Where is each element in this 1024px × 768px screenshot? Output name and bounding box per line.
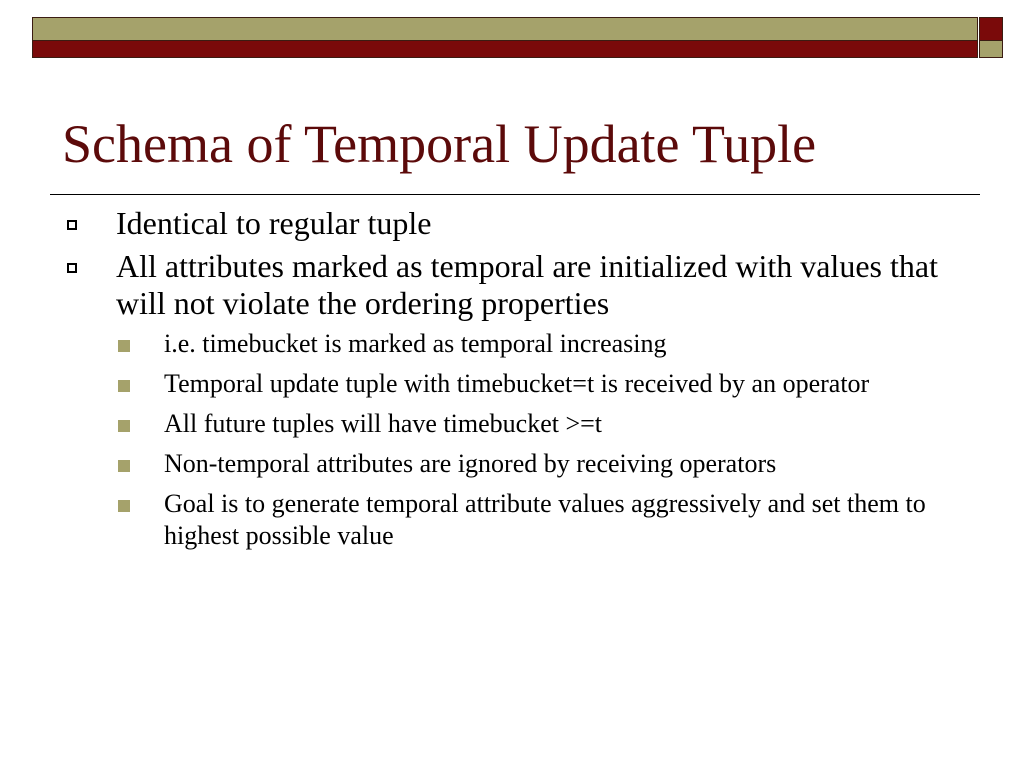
filled-square-bullet-icon	[118, 420, 130, 432]
header-corner-olive-square	[979, 41, 1003, 58]
sub-bullet-item	[0, 328, 1024, 360]
sub-bullet-text: Non-temporal attributes are ignored by receiving operators	[164, 449, 777, 478]
filled-square-bullet-icon	[118, 340, 130, 352]
sub-bullet-item	[0, 488, 1024, 552]
sub-bullet-item	[0, 448, 1024, 480]
header-band-olive	[32, 17, 978, 41]
bullet-text: Identical to regular tuple	[116, 205, 432, 241]
sub-bullet-item	[0, 368, 1024, 400]
sub-bullet-list	[0, 328, 1024, 552]
sub-bullet-text: Goal is to generate temporal attribute values aggressively and set them to highest possible value	[164, 489, 926, 550]
sub-bullet-text: All future tuples will have timebucket >=t	[164, 409, 603, 438]
header-band-maroon	[32, 41, 978, 58]
hollow-square-bullet-icon	[67, 263, 77, 273]
sub-bullet-text: Temporal update tuple with timebucket=t is received by an operator	[164, 369, 870, 398]
filled-square-bullet-icon	[118, 460, 130, 472]
bullet-text: All attributes marked as temporal are initialized with values that will not violate the ordering properties	[116, 248, 938, 321]
title-divider	[50, 194, 980, 195]
sub-bullet-text: i.e. timebucket is marked as temporal increasing	[164, 329, 667, 358]
sub-bullet-item	[0, 408, 1024, 440]
slide-title: Schema of Temporal Update Tuple	[62, 114, 817, 174]
filled-square-bullet-icon	[118, 500, 130, 512]
slide-body	[0, 205, 1024, 560]
bullet-item	[0, 205, 1024, 242]
filled-square-bullet-icon	[118, 380, 130, 392]
hollow-square-bullet-icon	[67, 220, 77, 230]
header-corner-maroon-square	[979, 17, 1003, 41]
bullet-item	[0, 248, 1024, 322]
